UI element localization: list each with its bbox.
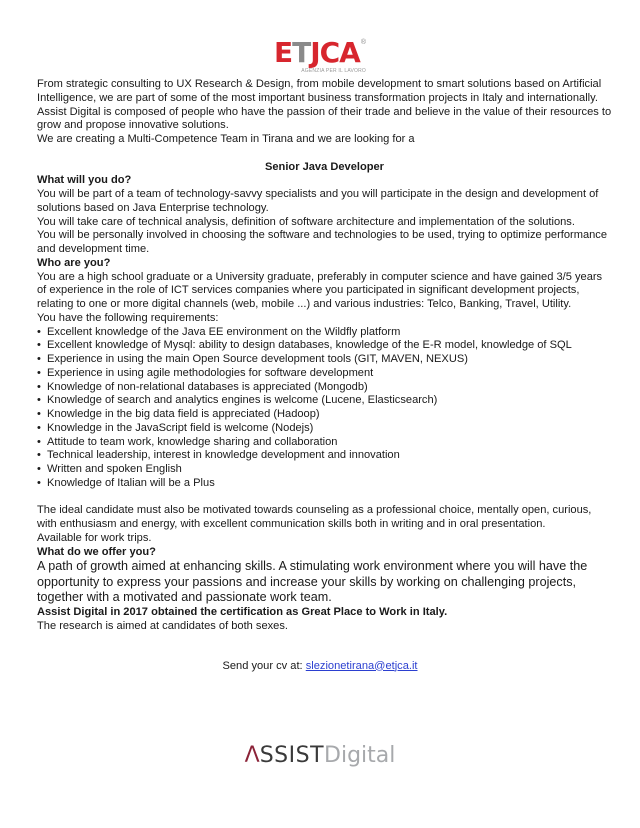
what-you-do-paragraph-3: You will be personally involved in choosing the software and technologies to be used, trying to optimize performance and development time. — [37, 229, 608, 255]
requirement-text: Written and spoken English — [47, 463, 182, 475]
travel-note: Available for work trips. — [37, 531, 152, 544]
requirement-text: Knowledge of non-relational databases is appreciated (Mongodb) — [47, 380, 368, 393]
ideal-candidate-paragraph: The ideal candidate must also be motivated towards counseling as a professional choice, mentally open, curious, with enthusiasm and energy, with excellent communication skills both in writing and in oral presentation. — [37, 504, 592, 530]
bullet-icon: • — [37, 449, 41, 462]
assist-digital-logo — [0, 741, 640, 771]
requirement-item — [37, 463, 612, 477]
requirement-text: Knowledge of search and analytics engines is welcome (Lucene, Elasticsearch) — [47, 394, 438, 407]
contact-line — [0, 660, 640, 674]
requirement-item — [37, 422, 612, 436]
bullet-icon: • — [37, 339, 41, 352]
contact-label: Send your cv at: — [222, 659, 303, 672]
offer-heading: What do we offer you? — [37, 545, 156, 558]
bullet-icon: • — [37, 463, 41, 475]
what-you-do-paragraph-1: You will be part of a team of technology-savvy specialists and you will participate in the design and development of solutions based on Java Enterprise technology. — [37, 188, 599, 214]
contact-email-link[interactable]: slezionetirana@etjca.it — [305, 659, 418, 672]
intro-paragraph-1: From strategic consulting to UX Research & Design, from mobile development to smart solutions based on Artificial Intelligence, we are part of some of the most important business transformation projects in Italy and internationally. — [37, 78, 602, 104]
assist-digital-logo-assist: SSIST — [259, 743, 325, 769]
what-you-do-paragraph-2: You will take care of technical analysis, definition of software architecture and implementation of the solutions. — [37, 215, 575, 228]
requirements-intro: You have the following requirements: — [37, 311, 219, 324]
requirement-item — [37, 367, 612, 381]
certification-note: Assist Digital in 2017 obtained the certification as Great Place to Work in Italy. — [37, 606, 448, 619]
logo-tagline: AGENZIA PER IL LAVORO — [301, 68, 367, 74]
assist-digital-logo-mark: Λ — [244, 743, 260, 769]
requirement-text: Experience in using agile methodologies for software development — [47, 366, 374, 379]
who-are-you-paragraph: You are a high school graduate or a University graduate, preferably in computer science and have gained 3/5 years of experience in the role of ICT services companies where you participated in significant development projects, relating to one or more digital channels (web, mobile ...) and various industries: Telco, Banking, Travel, Utility. — [37, 270, 603, 310]
requirement-item — [37, 381, 612, 395]
requirement-text: Experience in using the main Open Source development tools (GIT, MAVEN, NEXUS) — [47, 353, 468, 365]
spacer — [37, 491, 612, 505]
who-are-you-heading: Who are you? — [37, 256, 111, 269]
bullet-icon: • — [37, 408, 41, 420]
requirement-item — [37, 339, 612, 353]
requirement-item — [37, 408, 612, 422]
logo-registered-mark: ® — [360, 39, 367, 46]
bullet-icon: • — [37, 476, 41, 489]
job-posting-body — [37, 78, 612, 634]
requirement-item — [37, 353, 612, 367]
etjca-logo-row — [274, 38, 366, 68]
requirement-item — [37, 449, 612, 463]
bullet-icon: • — [37, 380, 41, 393]
requirement-text: Attitude to team work, knowledge sharing and collaboration — [47, 435, 338, 448]
etjca-logo-letters — [274, 38, 360, 68]
logo-letters-jca: JCA — [310, 36, 360, 69]
assist-digital-logo-digital: Digital — [324, 743, 396, 769]
bullet-icon: • — [37, 353, 41, 365]
bullet-icon: • — [37, 394, 41, 407]
bullet-icon: • — [37, 325, 41, 338]
etjca-logo — [274, 38, 366, 74]
requirement-text: Excellent knowledge of the Java EE environment on the Wildfly platform — [47, 325, 401, 338]
requirements-list — [37, 326, 612, 491]
requirement-item — [37, 436, 612, 450]
requirement-text: Excellent knowledge of Mysql: ability to design databases, knowledge of the E-R model, knowledge of SQL — [47, 339, 572, 352]
bullet-icon: • — [37, 435, 41, 448]
logo-letter-t: T — [292, 36, 311, 69]
requirement-text: Knowledge in the big data field is appreciated (Hadoop) — [47, 408, 320, 420]
requirement-text: Technical leadership, interest in knowledge development and innovation — [47, 449, 400, 462]
requirement-item — [37, 326, 612, 340]
requirement-text: Knowledge of Italian will be a Plus — [47, 476, 215, 489]
requirement-item — [37, 394, 612, 408]
job-title: Senior Java Developer — [264, 160, 384, 173]
bullet-icon: • — [37, 366, 41, 379]
requirement-item — [37, 477, 612, 491]
offer-paragraph: A path of growth aimed at enhancing skills. A stimulating work environment where you will have the opportunity to express your passions and increase your skills by working on challenging projects, together with a motivated and passionate work team. — [37, 559, 588, 605]
what-you-do-heading: What will you do? — [37, 174, 132, 187]
intro-paragraph-3: We are creating a Multi-Competence Team in Tirana and we are looking for a — [37, 133, 415, 145]
logo-letter-e: E — [273, 36, 293, 69]
bullet-icon: • — [37, 421, 41, 434]
equal-opportunity-note: The research is aimed at candidates of both sexes. — [37, 619, 288, 632]
requirement-text: Knowledge in the JavaScript field is welcome (Nodejs) — [47, 421, 314, 434]
intro-paragraph-2: Assist Digital is composed of people who have the passion of their trade and believe in the value of their resources to grow and propose innovative solutions. — [37, 105, 612, 132]
